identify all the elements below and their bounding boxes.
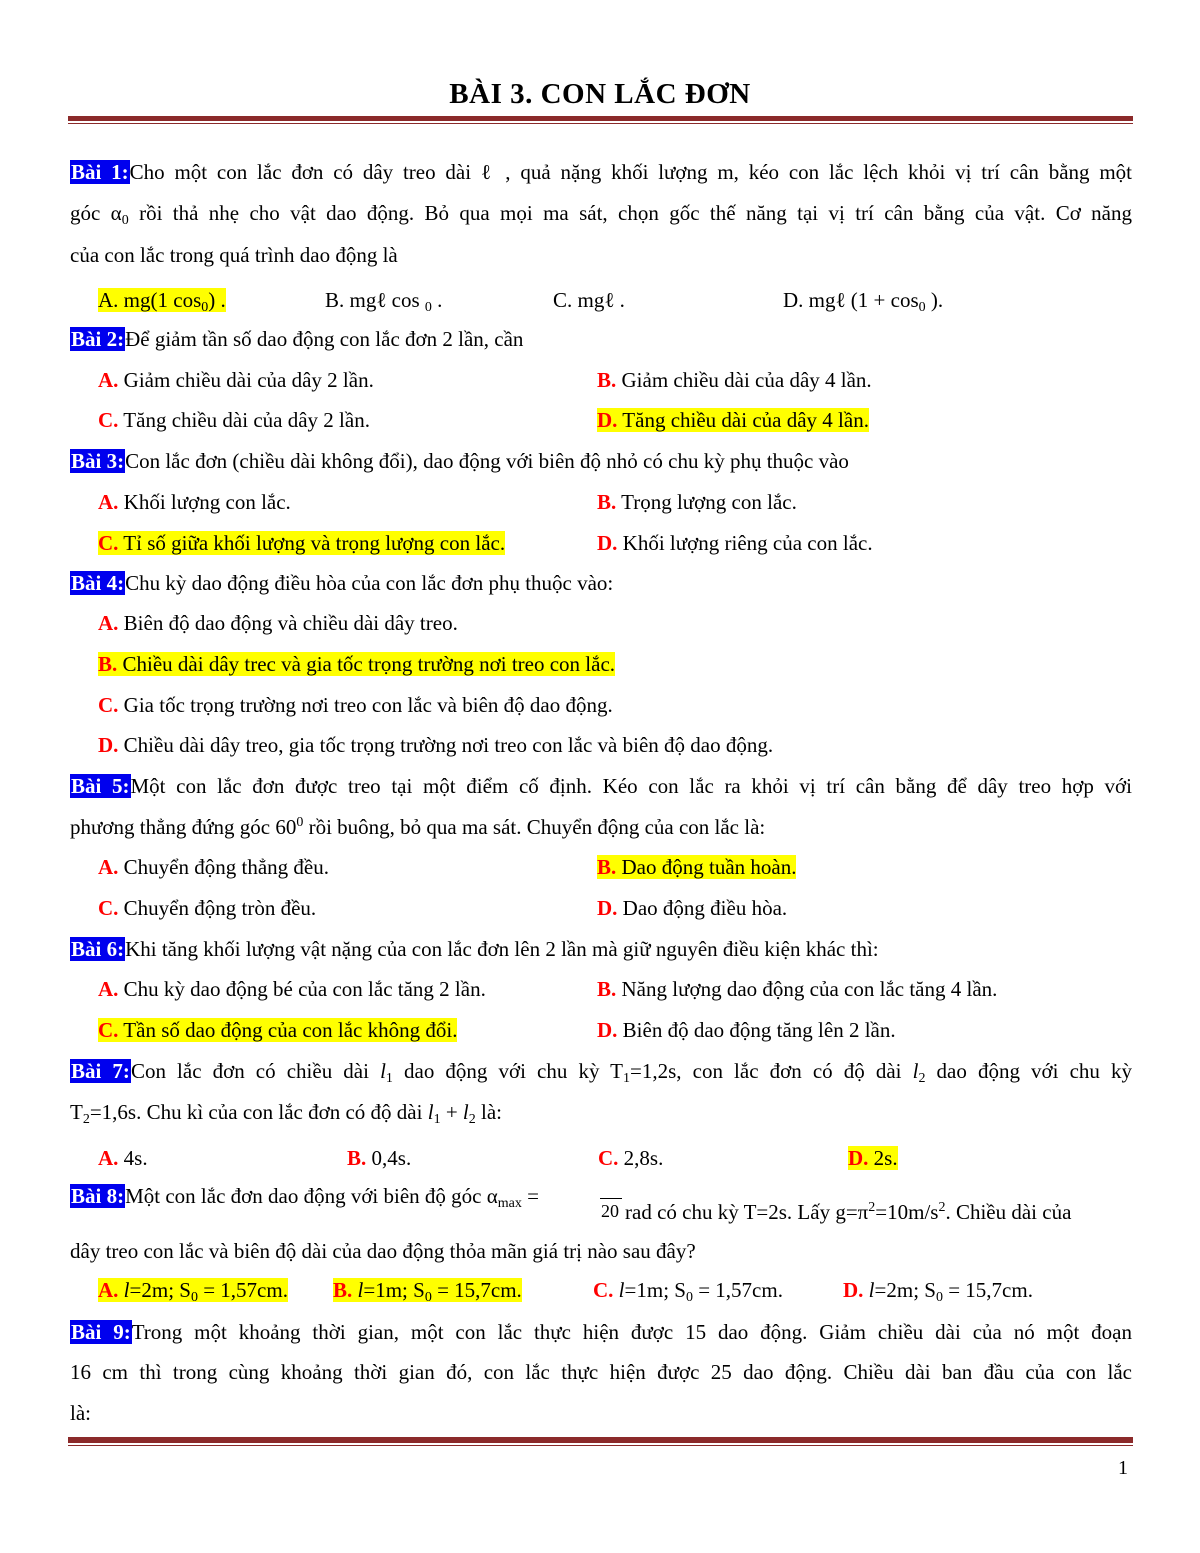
q1-label: Bài 1: [71,160,129,184]
q7-option-d: D. 2s. [848,1146,898,1170]
q8-fraction-bar [600,1198,622,1199]
q2-option-a: A. Giảm chiều dài của dây 2 lần. [98,368,374,392]
q7-line1: Bài 7:Con lắc đơn có chiều dài $l_1$ dao động với chu kỳ $T_1=1,2s$, con lắc đơn có độ dài $l_2$ dao động với chu kỳ [71,1059,1132,1086]
q3-option-b: B. Trọng lượng con lắc. [597,490,797,514]
q1-line1: Bài 1:Cho một con lắc đơn có dây treo dài ℓ , quả nặng khối lượng m, kéo con lắc lệch khỏi vị trí cân bằng một [71,160,1132,184]
q6-option-a: A. Chu kỳ dao động bé của con lắc tăng 2 lần. [98,977,486,1001]
q1-option-c: C. mgℓ . [553,288,625,312]
q6-option-c: C. Tần số dao động của con lắc không đổi. [98,1018,458,1042]
q5-option-c: C. Chuyển động tròn đều. [98,896,317,920]
q9-line1: Bài 9:Trong một khoảng thời gian, một con lắc thực hiện được 15 dao động. Giảm chiều dài của nó một đoạn [71,1320,1132,1344]
bottom-rule [68,1437,1133,1443]
q8-fraction-denominator: 20 [601,1201,619,1221]
top-rule-thin [68,123,1133,124]
q3-stem: Bài 3:Con lắc đơn (chiều dài không đổi), dao động với biên độ nhỏ có chu kỳ phụ thuộc vào [71,449,849,473]
q6-option-b: B. Năng lượng dao động của con lắc tăng 4 lần. [597,977,998,1001]
q6-stem: Bài 6:Khi tăng khối lượng vật nặng của con lắc đơn lên 2 lần mà giữ nguyên điều kiện khác thì: [71,937,879,961]
q4-option-d: D. Chiều dài dây treo, gia tốc trọng trường nơi treo con lắc và biên độ dao động. [98,733,774,757]
q5-option-b: B. Dao động tuần hoàn. [597,855,797,879]
q3-option-d: D. Khối lượng riêng của con lắc. [597,531,873,555]
q8-option-c: C. l=1m; $S_0 = 1,57cm$. [593,1278,783,1305]
q4-label: Bài 4: [71,571,125,595]
q4-option-b: B. Chiều dài dây trec và gia tốc trọng trường nơi treo con lắc. [98,652,616,676]
q8-line2: dây treo con lắc và biên độ dài của dao động thỏa mãn giá trị nào sau đây? [70,1239,696,1263]
page-title: BÀI 3. CON LẮC ĐƠN [449,78,751,110]
top-rule [68,116,1133,121]
q7-option-b: B. 0,4s. [347,1146,412,1170]
q9-label: Bài 9: [71,1320,131,1344]
q5-line2: phương thẳng đứng góc $60^0$ rồi buông, bỏ qua ma sát. Chuyển động của con lắc là: [70,815,766,839]
q1-option-a: A. mg(1 $\cos_0$) . [98,288,226,315]
q3-label: Bài 3: [71,449,125,473]
q3-option-c: C. Tỉ số giữa khối lượng và trọng lượng con lắc. [98,531,506,555]
q7-label: Bài 7: [71,1059,130,1083]
q2-stem: Bài 2:Để giảm tần số dao động con lắc đơn 2 lần, cần [71,327,524,351]
q1-option-d: D. mgℓ ($1 + \cos_0$ ). [783,288,944,315]
q7-option-a: A. 4s. [98,1146,148,1170]
q2-option-c: C. Tăng chiều dài của dây 2 lần. [98,408,370,432]
q6-option-d: D. Biên độ dao động tăng lên 2 lần. [597,1018,896,1042]
q4-option-c: C. Gia tốc trọng trường nơi treo con lắc và biên độ dao động. [98,693,613,717]
q8-label: Bài 8: [71,1184,125,1208]
q8-option-b: B. l=1m; $S_0 = 15,7cm$. [333,1278,522,1305]
q3-option-a: A. Khối lượng con lắc. [98,490,291,514]
q8-line1-end: rad có chu kỳ T=2s. Lấy $g=\pi^2=10m/s^2$. Chiều dài của [625,1200,1072,1224]
q5-option-d: D. Dao động điều hòa. [597,896,788,920]
q1-option-b: B. mgℓ cos $_0$ . [325,288,443,315]
q2-option-d: D. Tăng chiều dài của dây 4 lần. [597,408,869,432]
q4-option-a: A. Biên độ dao động và chiều dài dây treo. [98,611,458,635]
q9-line2: 16 cm thì trong cùng khoảng thời gian đó, con lắc thực hiện được 25 dao động. Chiều dài ban đầu của con lắc [70,1360,1132,1384]
q4-stem: Bài 4:Chu kỳ dao động điều hòa của con lắc đơn phụ thuộc vào: [71,571,614,595]
q5-option-a: A. Chuyển động thẳng đều. [98,855,329,879]
page-number: 1 [1118,1457,1128,1479]
q2-option-b: B. Giảm chiều dài của dây 4 lần. [597,368,872,392]
q8-line1-start: Bài 8:Một con lắc đơn dao động với biên độ góc $\alpha_{max}$ = [71,1184,539,1211]
q1-line3: của con lắc trong quá trình dao động là [70,243,398,267]
q5-label: Bài 5: [71,774,130,798]
q8-option-a: A. l=2m; $S_0 = 1,57cm$. [98,1278,288,1305]
q6-label: Bài 6: [71,937,125,961]
q9-line3: là: [70,1401,91,1425]
q2-label: Bài 2: [71,327,125,351]
q5-line1: Bài 5:Một con lắc đơn được treo tại một điểm cố định. Kéo con lắc ra khỏi vị trí cân bằng để dây treo hợp với [71,774,1132,798]
q8-option-d: D. l=2m; $S_0 = 15,7cm$. [843,1278,1033,1305]
q1-line2: góc $\alpha_0$ rồi thả nhẹ cho vật dao động. Bỏ qua mọi ma sát, chọn gốc thế năng tại vị trí cân bằng của vật. Cơ năng [70,201,1132,228]
bottom-rule-thin [68,1445,1133,1446]
q7-line2: $T_2=1,6s$. Chu kì của con lắc đơn có độ dài $l_1 + l_2$ là: [70,1100,502,1127]
q7-option-c: C. 2,8s. [598,1146,664,1170]
